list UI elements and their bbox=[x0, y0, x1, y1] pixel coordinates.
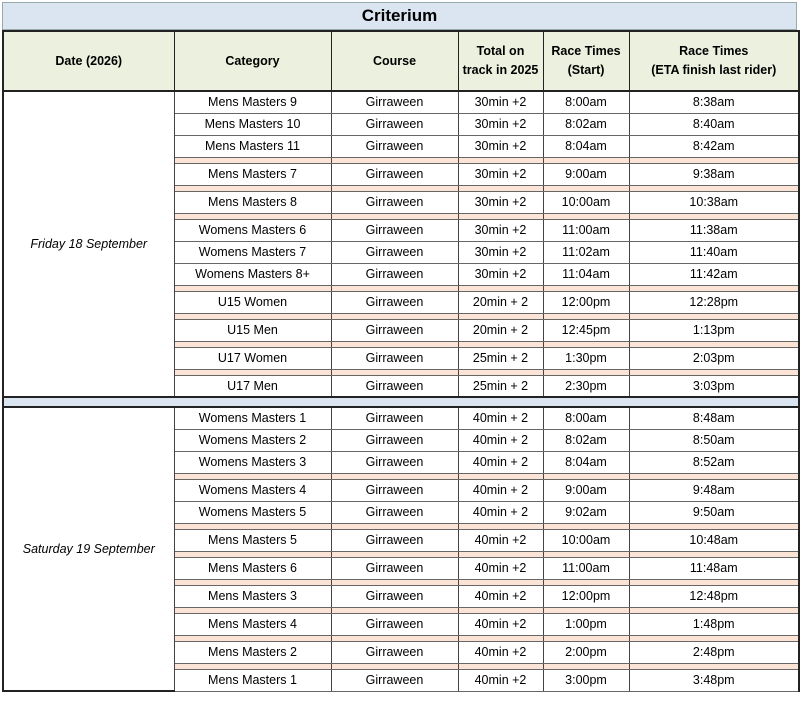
table-header bbox=[3, 31, 799, 91]
total-cell: 40min +2 bbox=[458, 585, 543, 607]
category-cell: Womens Masters 3 bbox=[174, 451, 331, 473]
category-cell: Mens Masters 2 bbox=[174, 641, 331, 663]
category-cell: Womens Masters 1 bbox=[174, 407, 331, 429]
finish-time-cell: 8:50am bbox=[629, 429, 799, 451]
finish-time-cell: 8:38am bbox=[629, 91, 799, 113]
category-cell: Mens Masters 1 bbox=[174, 669, 331, 691]
finish-time-cell: 8:48am bbox=[629, 407, 799, 429]
finish-time-cell: 10:48am bbox=[629, 529, 799, 551]
start-time-cell: 11:00am bbox=[543, 557, 629, 579]
finish-time-cell: 9:48am bbox=[629, 479, 799, 501]
total-cell: 40min +2 bbox=[458, 529, 543, 551]
finish-time-cell: 12:48pm bbox=[629, 585, 799, 607]
start-time-cell: 11:04am bbox=[543, 263, 629, 285]
category-cell: U17 Men bbox=[174, 375, 331, 397]
finish-time-cell: 8:42am bbox=[629, 135, 799, 157]
table-row bbox=[3, 407, 799, 429]
finish-time-cell: 1:13pm bbox=[629, 319, 799, 341]
finish-time-cell: 3:48pm bbox=[629, 669, 799, 691]
table-row bbox=[3, 91, 799, 113]
category-cell: U15 Men bbox=[174, 319, 331, 341]
start-time-cell: 1:30pm bbox=[543, 347, 629, 369]
day-divider bbox=[3, 397, 799, 407]
course-cell: Girraween bbox=[331, 241, 458, 263]
finish-time-cell: 8:40am bbox=[629, 113, 799, 135]
category-cell: Womens Masters 6 bbox=[174, 219, 331, 241]
date-cell: Friday 18 September bbox=[3, 91, 174, 397]
start-time-cell: 10:00am bbox=[543, 191, 629, 213]
start-time-cell: 3:00pm bbox=[543, 669, 629, 691]
category-cell: Mens Masters 4 bbox=[174, 613, 331, 635]
header-finish: Race Times (ETA finish last rider) bbox=[629, 31, 799, 91]
finish-time-cell: 2:48pm bbox=[629, 641, 799, 663]
date-cell: Saturday 19 September bbox=[3, 407, 174, 691]
total-cell: 40min + 2 bbox=[458, 501, 543, 523]
course-cell: Girraween bbox=[331, 163, 458, 185]
start-time-cell: 2:00pm bbox=[543, 641, 629, 663]
total-cell: 40min + 2 bbox=[458, 451, 543, 473]
header-start: Race Times (Start) bbox=[543, 31, 629, 91]
finish-time-cell: 11:48am bbox=[629, 557, 799, 579]
finish-time-cell: 11:40am bbox=[629, 241, 799, 263]
category-cell: Mens Masters 11 bbox=[174, 135, 331, 157]
total-cell: 40min +2 bbox=[458, 613, 543, 635]
total-cell: 40min + 2 bbox=[458, 479, 543, 501]
course-cell: Girraween bbox=[331, 669, 458, 691]
course-cell: Girraween bbox=[331, 319, 458, 341]
start-time-cell: 8:02am bbox=[543, 113, 629, 135]
finish-time-cell: 1:48pm bbox=[629, 613, 799, 635]
page-title: Criterium bbox=[2, 2, 797, 30]
header-date: Date (2026) bbox=[3, 31, 174, 91]
finish-time-cell: 9:38am bbox=[629, 163, 799, 185]
day-divider-cell bbox=[3, 397, 799, 407]
start-time-cell: 2:30pm bbox=[543, 375, 629, 397]
course-cell: Girraween bbox=[331, 613, 458, 635]
course-cell: Girraween bbox=[331, 585, 458, 607]
start-time-cell: 10:00am bbox=[543, 529, 629, 551]
course-cell: Girraween bbox=[331, 557, 458, 579]
total-cell: 20min + 2 bbox=[458, 291, 543, 313]
category-cell: U17 Women bbox=[174, 347, 331, 369]
course-cell: Girraween bbox=[331, 91, 458, 113]
category-cell: Mens Masters 8 bbox=[174, 191, 331, 213]
start-time-cell: 9:00am bbox=[543, 163, 629, 185]
course-cell: Girraween bbox=[331, 191, 458, 213]
total-cell: 30min +2 bbox=[458, 191, 543, 213]
total-cell: 30min +2 bbox=[458, 263, 543, 285]
finish-time-cell: 3:03pm bbox=[629, 375, 799, 397]
course-cell: Girraween bbox=[331, 263, 458, 285]
start-time-cell: 11:02am bbox=[543, 241, 629, 263]
start-time-cell: 8:00am bbox=[543, 407, 629, 429]
course-cell: Girraween bbox=[331, 641, 458, 663]
total-cell: 30min +2 bbox=[458, 91, 543, 113]
category-cell: Mens Masters 5 bbox=[174, 529, 331, 551]
start-time-cell: 8:04am bbox=[543, 135, 629, 157]
header-total: Total on track in 2025 bbox=[458, 31, 543, 91]
start-time-cell: 9:02am bbox=[543, 501, 629, 523]
course-cell: Girraween bbox=[331, 451, 458, 473]
course-cell: Girraween bbox=[331, 219, 458, 241]
category-cell: Mens Masters 9 bbox=[174, 91, 331, 113]
course-cell: Girraween bbox=[331, 501, 458, 523]
course-cell: Girraween bbox=[331, 407, 458, 429]
category-cell: Mens Masters 6 bbox=[174, 557, 331, 579]
total-cell: 40min +2 bbox=[458, 641, 543, 663]
total-cell: 20min + 2 bbox=[458, 319, 543, 341]
finish-time-cell: 11:38am bbox=[629, 219, 799, 241]
total-cell: 30min +2 bbox=[458, 135, 543, 157]
course-cell: Girraween bbox=[331, 113, 458, 135]
category-cell: Womens Masters 5 bbox=[174, 501, 331, 523]
course-cell: Girraween bbox=[331, 347, 458, 369]
course-cell: Girraween bbox=[331, 291, 458, 313]
finish-time-cell: 12:28pm bbox=[629, 291, 799, 313]
category-cell: Mens Masters 3 bbox=[174, 585, 331, 607]
finish-time-cell: 8:52am bbox=[629, 451, 799, 473]
category-cell: U15 Women bbox=[174, 291, 331, 313]
start-time-cell: 12:00pm bbox=[543, 291, 629, 313]
start-time-cell: 12:45pm bbox=[543, 319, 629, 341]
table-body bbox=[3, 91, 799, 691]
total-cell: 30min +2 bbox=[458, 163, 543, 185]
finish-time-cell: 9:50am bbox=[629, 501, 799, 523]
category-cell: Womens Masters 7 bbox=[174, 241, 331, 263]
course-cell: Girraween bbox=[331, 135, 458, 157]
total-cell: 40min + 2 bbox=[458, 407, 543, 429]
course-cell: Girraween bbox=[331, 375, 458, 397]
total-cell: 30min +2 bbox=[458, 219, 543, 241]
start-time-cell: 8:04am bbox=[543, 451, 629, 473]
finish-time-cell: 2:03pm bbox=[629, 347, 799, 369]
category-cell: Mens Masters 10 bbox=[174, 113, 331, 135]
course-cell: Girraween bbox=[331, 429, 458, 451]
total-cell: 25min + 2 bbox=[458, 375, 543, 397]
total-cell: 40min +2 bbox=[458, 669, 543, 691]
start-time-cell: 12:00pm bbox=[543, 585, 629, 607]
start-time-cell: 8:00am bbox=[543, 91, 629, 113]
schedule-table bbox=[2, 30, 800, 692]
start-time-cell: 11:00am bbox=[543, 219, 629, 241]
total-cell: 40min +2 bbox=[458, 557, 543, 579]
total-cell: 40min + 2 bbox=[458, 429, 543, 451]
category-cell: Womens Masters 8+ bbox=[174, 263, 331, 285]
start-time-cell: 9:00am bbox=[543, 479, 629, 501]
header-category: Category bbox=[174, 31, 331, 91]
start-time-cell: 1:00pm bbox=[543, 613, 629, 635]
total-cell: 30min +2 bbox=[458, 241, 543, 263]
category-cell: Mens Masters 7 bbox=[174, 163, 331, 185]
course-cell: Girraween bbox=[331, 479, 458, 501]
finish-time-cell: 10:38am bbox=[629, 191, 799, 213]
total-cell: 30min +2 bbox=[458, 113, 543, 135]
header-course: Course bbox=[331, 31, 458, 91]
finish-time-cell: 11:42am bbox=[629, 263, 799, 285]
start-time-cell: 8:02am bbox=[543, 429, 629, 451]
category-cell: Womens Masters 4 bbox=[174, 479, 331, 501]
category-cell: Womens Masters 2 bbox=[174, 429, 331, 451]
total-cell: 25min + 2 bbox=[458, 347, 543, 369]
course-cell: Girraween bbox=[331, 529, 458, 551]
